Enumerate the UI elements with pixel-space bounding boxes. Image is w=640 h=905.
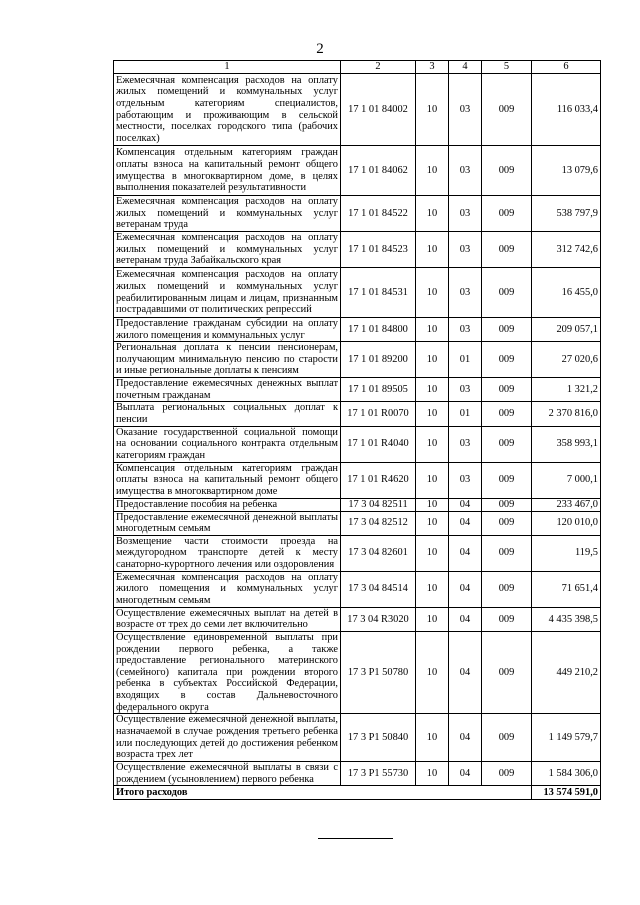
- row-type-cell: 009: [482, 402, 532, 426]
- row-name-cell: Ежемесячная компенсация расходов на оплату жилых помещений и коммунальных услуг ветеранам труда: [114, 196, 341, 232]
- row-code-cell: 17 1 01 84523: [341, 232, 416, 268]
- row-subsection-cell: 04: [449, 535, 482, 571]
- row-section-cell: 10: [416, 232, 449, 268]
- row-section-cell: 10: [416, 146, 449, 196]
- row-type-cell: 009: [482, 196, 532, 232]
- row-subsection-cell: 03: [449, 378, 482, 402]
- row-name-cell: Предоставление пособия на ребенка: [114, 498, 341, 511]
- table-row: [114, 535, 601, 571]
- row-code-cell: 17 1 01 89505: [341, 378, 416, 402]
- signature-line: [318, 838, 393, 839]
- row-amount-cell: 2 370 816,0: [532, 402, 601, 426]
- row-subsection-cell: 04: [449, 607, 482, 631]
- row-name-cell: Региональная доплата к пенсии пенсионерам, получающим минимальную пенсию по старости и иные региональные доплаты к пенсиям: [114, 342, 341, 378]
- row-amount-cell: 119,5: [532, 535, 601, 571]
- row-section-cell: 10: [416, 535, 449, 571]
- row-type-cell: 009: [482, 378, 532, 402]
- row-type-cell: 009: [482, 146, 532, 196]
- row-amount-cell: 13 079,6: [532, 146, 601, 196]
- table-row: [114, 196, 601, 232]
- table-row: [114, 318, 601, 342]
- header-cell: 3: [416, 61, 449, 74]
- row-subsection-cell: 01: [449, 402, 482, 426]
- table-row: [114, 232, 601, 268]
- row-name-cell: Оказание государственной социальной помощи на основании социального контракта отдельным категориям граждан: [114, 426, 341, 462]
- row-section-cell: 10: [416, 714, 449, 762]
- row-code-cell: 17 1 01 84522: [341, 196, 416, 232]
- row-name-cell: Ежемесячная компенсация расходов на оплату жилых помещений и коммунальных услуг отдельным категориям специалистов, работающим и проживающим в сельской местности, поселках городского типа (рабочих поселках): [114, 74, 341, 146]
- header-row: [114, 61, 601, 74]
- row-section-cell: 10: [416, 498, 449, 511]
- row-subsection-cell: 01: [449, 342, 482, 378]
- row-section-cell: 10: [416, 268, 449, 318]
- row-code-cell: 17 1 01 84002: [341, 74, 416, 146]
- row-amount-cell: 233 467,0: [532, 498, 601, 511]
- row-name-cell: Ежемесячная компенсация расходов на оплату жилых помещений и коммунальных услуг реабилитированным лицам и лицам, признанным пострадавшими от политических репрессий: [114, 268, 341, 318]
- row-name-cell: Осуществление единовременной выплаты при рождении первого ребенка, а также предоставление регионального материнского (семейного) капитала при рождении второго ребенка в субъектах Российской Федерации, входящих в состав Дальневосточного федерального округа: [114, 631, 341, 713]
- row-subsection-cell: 03: [449, 146, 482, 196]
- row-amount-cell: 1 149 579,7: [532, 714, 601, 762]
- row-code-cell: 17 3 04 84514: [341, 571, 416, 607]
- row-name-cell: Осуществление ежемесячных выплат на детей в возрасте от трех до семи лет включительно: [114, 607, 341, 631]
- row-name-cell: Предоставление ежемесячной денежной выплаты многодетным семьям: [114, 511, 341, 535]
- row-amount-cell: 71 651,4: [532, 571, 601, 607]
- row-subsection-cell: 03: [449, 426, 482, 462]
- row-subsection-cell: 04: [449, 631, 482, 713]
- row-section-cell: 10: [416, 607, 449, 631]
- row-name-cell: Возмещение части стоимости проезда на междугородном транспорте детей к месту санаторно-курортного лечения или оздоровления: [114, 535, 341, 571]
- row-name-cell: Предоставление гражданам субсидии на оплату жилого помещения и коммунальных услуг: [114, 318, 341, 342]
- row-name-cell: Предоставление ежемесячных денежных выплат почетным гражданам: [114, 378, 341, 402]
- row-name-cell: Ежемесячная компенсация расходов на оплату жилого помещения и коммунальных услуг многодетным семьям: [114, 571, 341, 607]
- row-amount-cell: 312 742,6: [532, 232, 601, 268]
- row-code-cell: 17 3 04 82511: [341, 498, 416, 511]
- row-amount-cell: 358 993,1: [532, 426, 601, 462]
- row-code-cell: 17 3 04 82512: [341, 511, 416, 535]
- row-type-cell: 009: [482, 511, 532, 535]
- row-subsection-cell: 03: [449, 268, 482, 318]
- row-code-cell: 17 1 01 R4040: [341, 426, 416, 462]
- row-amount-cell: 116 033,4: [532, 74, 601, 146]
- row-type-cell: 009: [482, 426, 532, 462]
- table-row: [114, 268, 601, 318]
- row-name-cell: Выплата региональных социальных доплат к пенсии: [114, 402, 341, 426]
- header-cell: 2: [341, 61, 416, 74]
- table-row: [114, 146, 601, 196]
- row-amount-cell: 4 435 398,5: [532, 607, 601, 631]
- row-section-cell: 10: [416, 74, 449, 146]
- table-row: [114, 378, 601, 402]
- header-cell: 5: [482, 61, 532, 74]
- table-row: [114, 426, 601, 462]
- row-code-cell: 17 1 01 84531: [341, 268, 416, 318]
- row-type-cell: 009: [482, 74, 532, 146]
- table-row: [114, 762, 601, 786]
- row-type-cell: 009: [482, 714, 532, 762]
- row-section-cell: 10: [416, 511, 449, 535]
- header-cell: 4: [449, 61, 482, 74]
- table-row: [114, 342, 601, 378]
- row-section-cell: 10: [416, 402, 449, 426]
- row-subsection-cell: 03: [449, 74, 482, 146]
- table-row: [114, 462, 601, 498]
- page-number: 2: [316, 41, 324, 57]
- row-subsection-cell: 03: [449, 318, 482, 342]
- row-type-cell: 009: [482, 571, 532, 607]
- row-code-cell: 17 1 01 84800: [341, 318, 416, 342]
- row-name-cell: Ежемесячная компенсация расходов на оплату жилых помещений и коммунальных услуг ветеранам труда Забайкальского края: [114, 232, 341, 268]
- row-subsection-cell: 04: [449, 762, 482, 786]
- header-cell: 6: [532, 61, 601, 74]
- row-amount-cell: 16 455,0: [532, 268, 601, 318]
- table-row: [114, 607, 601, 631]
- row-type-cell: 009: [482, 342, 532, 378]
- row-section-cell: 10: [416, 318, 449, 342]
- row-subsection-cell: 04: [449, 511, 482, 535]
- row-section-cell: 10: [416, 196, 449, 232]
- row-code-cell: 17 1 01 84062: [341, 146, 416, 196]
- row-type-cell: 009: [482, 232, 532, 268]
- table-row: [114, 571, 601, 607]
- row-code-cell: 17 3 04 R3020: [341, 607, 416, 631]
- row-type-cell: 009: [482, 762, 532, 786]
- row-subsection-cell: 04: [449, 714, 482, 762]
- row-name-cell: Компенсация отдельным категориям граждан оплаты взноса на капитальный ремонт общего имущества в многоквартирном доме: [114, 462, 341, 498]
- table-row: [114, 714, 601, 762]
- row-code-cell: 17 3 P1 50780: [341, 631, 416, 713]
- row-amount-cell: 449 210,2: [532, 631, 601, 713]
- total-label: Итого расходов: [114, 786, 532, 800]
- row-section-cell: 10: [416, 762, 449, 786]
- row-code-cell: 17 3 04 82601: [341, 535, 416, 571]
- row-subsection-cell: 03: [449, 462, 482, 498]
- row-amount-cell: 209 057,1: [532, 318, 601, 342]
- row-amount-cell: 538 797,9: [532, 196, 601, 232]
- total-row: [114, 786, 601, 800]
- row-type-cell: 009: [482, 318, 532, 342]
- row-name-cell: Компенсация отдельным категориям граждан оплаты взноса на капитальный ремонт общего имущества в многоквартирном доме, в целях выполнения показателей результативности: [114, 146, 341, 196]
- row-amount-cell: 1 321,2: [532, 378, 601, 402]
- row-amount-cell: 27 020,6: [532, 342, 601, 378]
- row-type-cell: 009: [482, 607, 532, 631]
- row-subsection-cell: 03: [449, 196, 482, 232]
- row-code-cell: 17 1 01 R4620: [341, 462, 416, 498]
- row-section-cell: 10: [416, 462, 449, 498]
- row-type-cell: 009: [482, 535, 532, 571]
- row-amount-cell: 120 010,0: [532, 511, 601, 535]
- table-row: [114, 402, 601, 426]
- row-code-cell: 17 1 01 89200: [341, 342, 416, 378]
- row-code-cell: 17 3 P1 50840: [341, 714, 416, 762]
- row-type-cell: 009: [482, 462, 532, 498]
- row-name-cell: Осуществление ежемесячной денежной выплаты, назначаемой в случае рождения третьего ребенка или последующих детей до достижения ребенком возраста трех лет: [114, 714, 341, 762]
- row-subsection-cell: 04: [449, 498, 482, 511]
- row-section-cell: 10: [416, 426, 449, 462]
- table-row: [114, 498, 601, 511]
- expenses-table: [113, 60, 601, 800]
- table-row: [114, 631, 601, 713]
- row-name-cell: Осуществление ежемесячной выплаты в связи с рождением (усыновлением) первого ребенка: [114, 762, 341, 786]
- row-code-cell: 17 3 P1 55730: [341, 762, 416, 786]
- total-amount: 13 574 591,0: [532, 786, 601, 800]
- row-subsection-cell: 03: [449, 232, 482, 268]
- table-row: [114, 511, 601, 535]
- table-row: [114, 74, 601, 146]
- header-cell: 1: [114, 61, 341, 74]
- row-section-cell: 10: [416, 378, 449, 402]
- row-code-cell: 17 1 01 R0070: [341, 402, 416, 426]
- row-amount-cell: 7 000,1: [532, 462, 601, 498]
- row-amount-cell: 1 584 306,0: [532, 762, 601, 786]
- row-type-cell: 009: [482, 268, 532, 318]
- row-section-cell: 10: [416, 342, 449, 378]
- row-section-cell: 10: [416, 631, 449, 713]
- row-type-cell: 009: [482, 498, 532, 511]
- row-type-cell: 009: [482, 631, 532, 713]
- row-subsection-cell: 04: [449, 571, 482, 607]
- row-section-cell: 10: [416, 571, 449, 607]
